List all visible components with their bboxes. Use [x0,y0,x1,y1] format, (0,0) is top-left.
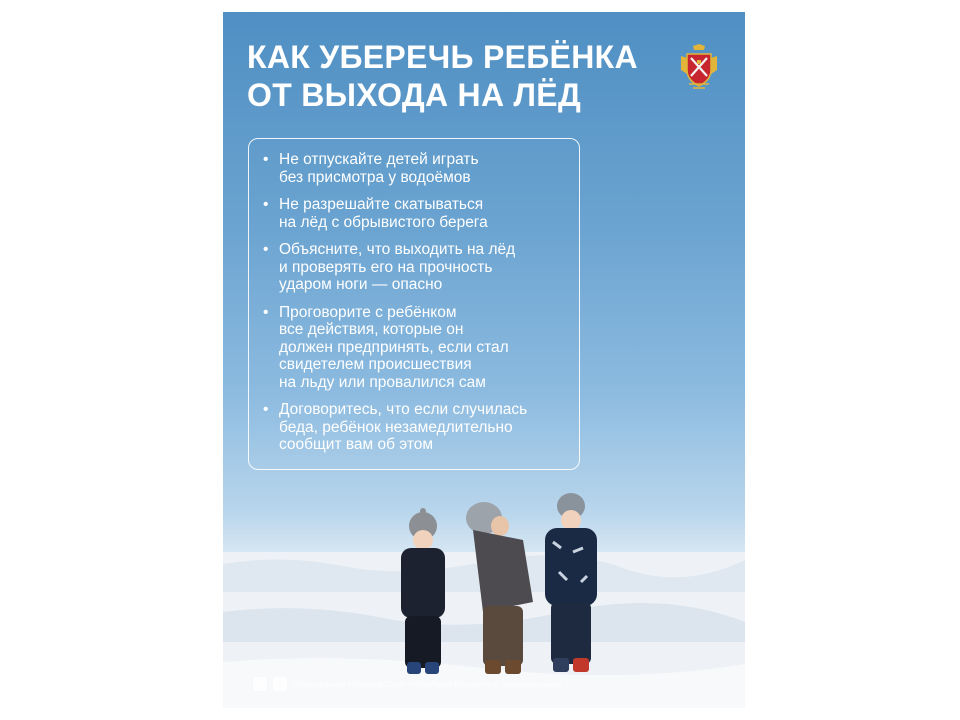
tip-line: сообщит вам об этом [279,436,434,453]
footer-caption: Официальная страница Санкт-Петербурга Вконтакте и Одноклассниках [293,679,562,689]
tip-line: беда, ребёнок незамедлительно [279,418,513,436]
tip-line: на льду или провалился сам [279,373,486,391]
tip-line: без присмотра у водоёмов [279,168,471,186]
tip-line: • Проговорите с ребёнком [279,303,457,321]
tip-line: и проверять его на прочность [279,258,493,276]
children-on-ice-illustration [363,482,633,702]
tip-line: все действия, которые он [279,321,464,338]
tip-line: • Объясните, что выходить на лёд [279,241,516,258]
tip-line: должен предпринять, если стал [279,338,509,356]
tip-item [263,196,565,231]
st-petersburg-coat-of-arms-icon [679,44,719,90]
tips-box [248,138,580,470]
tips-list [263,151,565,454]
tip-line: • Не разрешайте скатываться [279,196,484,213]
tip-item [263,401,565,454]
tip-line: ударом ноги — опасно [279,276,443,293]
tip-item [263,241,565,294]
title-line: КАК УБЕРЕЧЬ РЕБЁНКА [247,39,638,75]
title-line: ОТ ВЫХОДА НА ЛЁД [247,77,582,113]
tip-item [263,304,565,392]
vk-icon[interactable] [253,677,267,691]
odnoklassniki-icon[interactable] [273,677,287,691]
tip-line: • Договоритесь, что если случилась [279,401,528,418]
tip-item [263,151,565,186]
footer [253,676,673,692]
tip-line: • Не отпускайте детей играть [279,151,479,168]
tip-line: свидетелем происшествия [279,356,472,373]
safety-poster [223,12,745,708]
poster-title [247,38,667,114]
tip-line: на лёд с обрывистого берега [279,213,488,231]
